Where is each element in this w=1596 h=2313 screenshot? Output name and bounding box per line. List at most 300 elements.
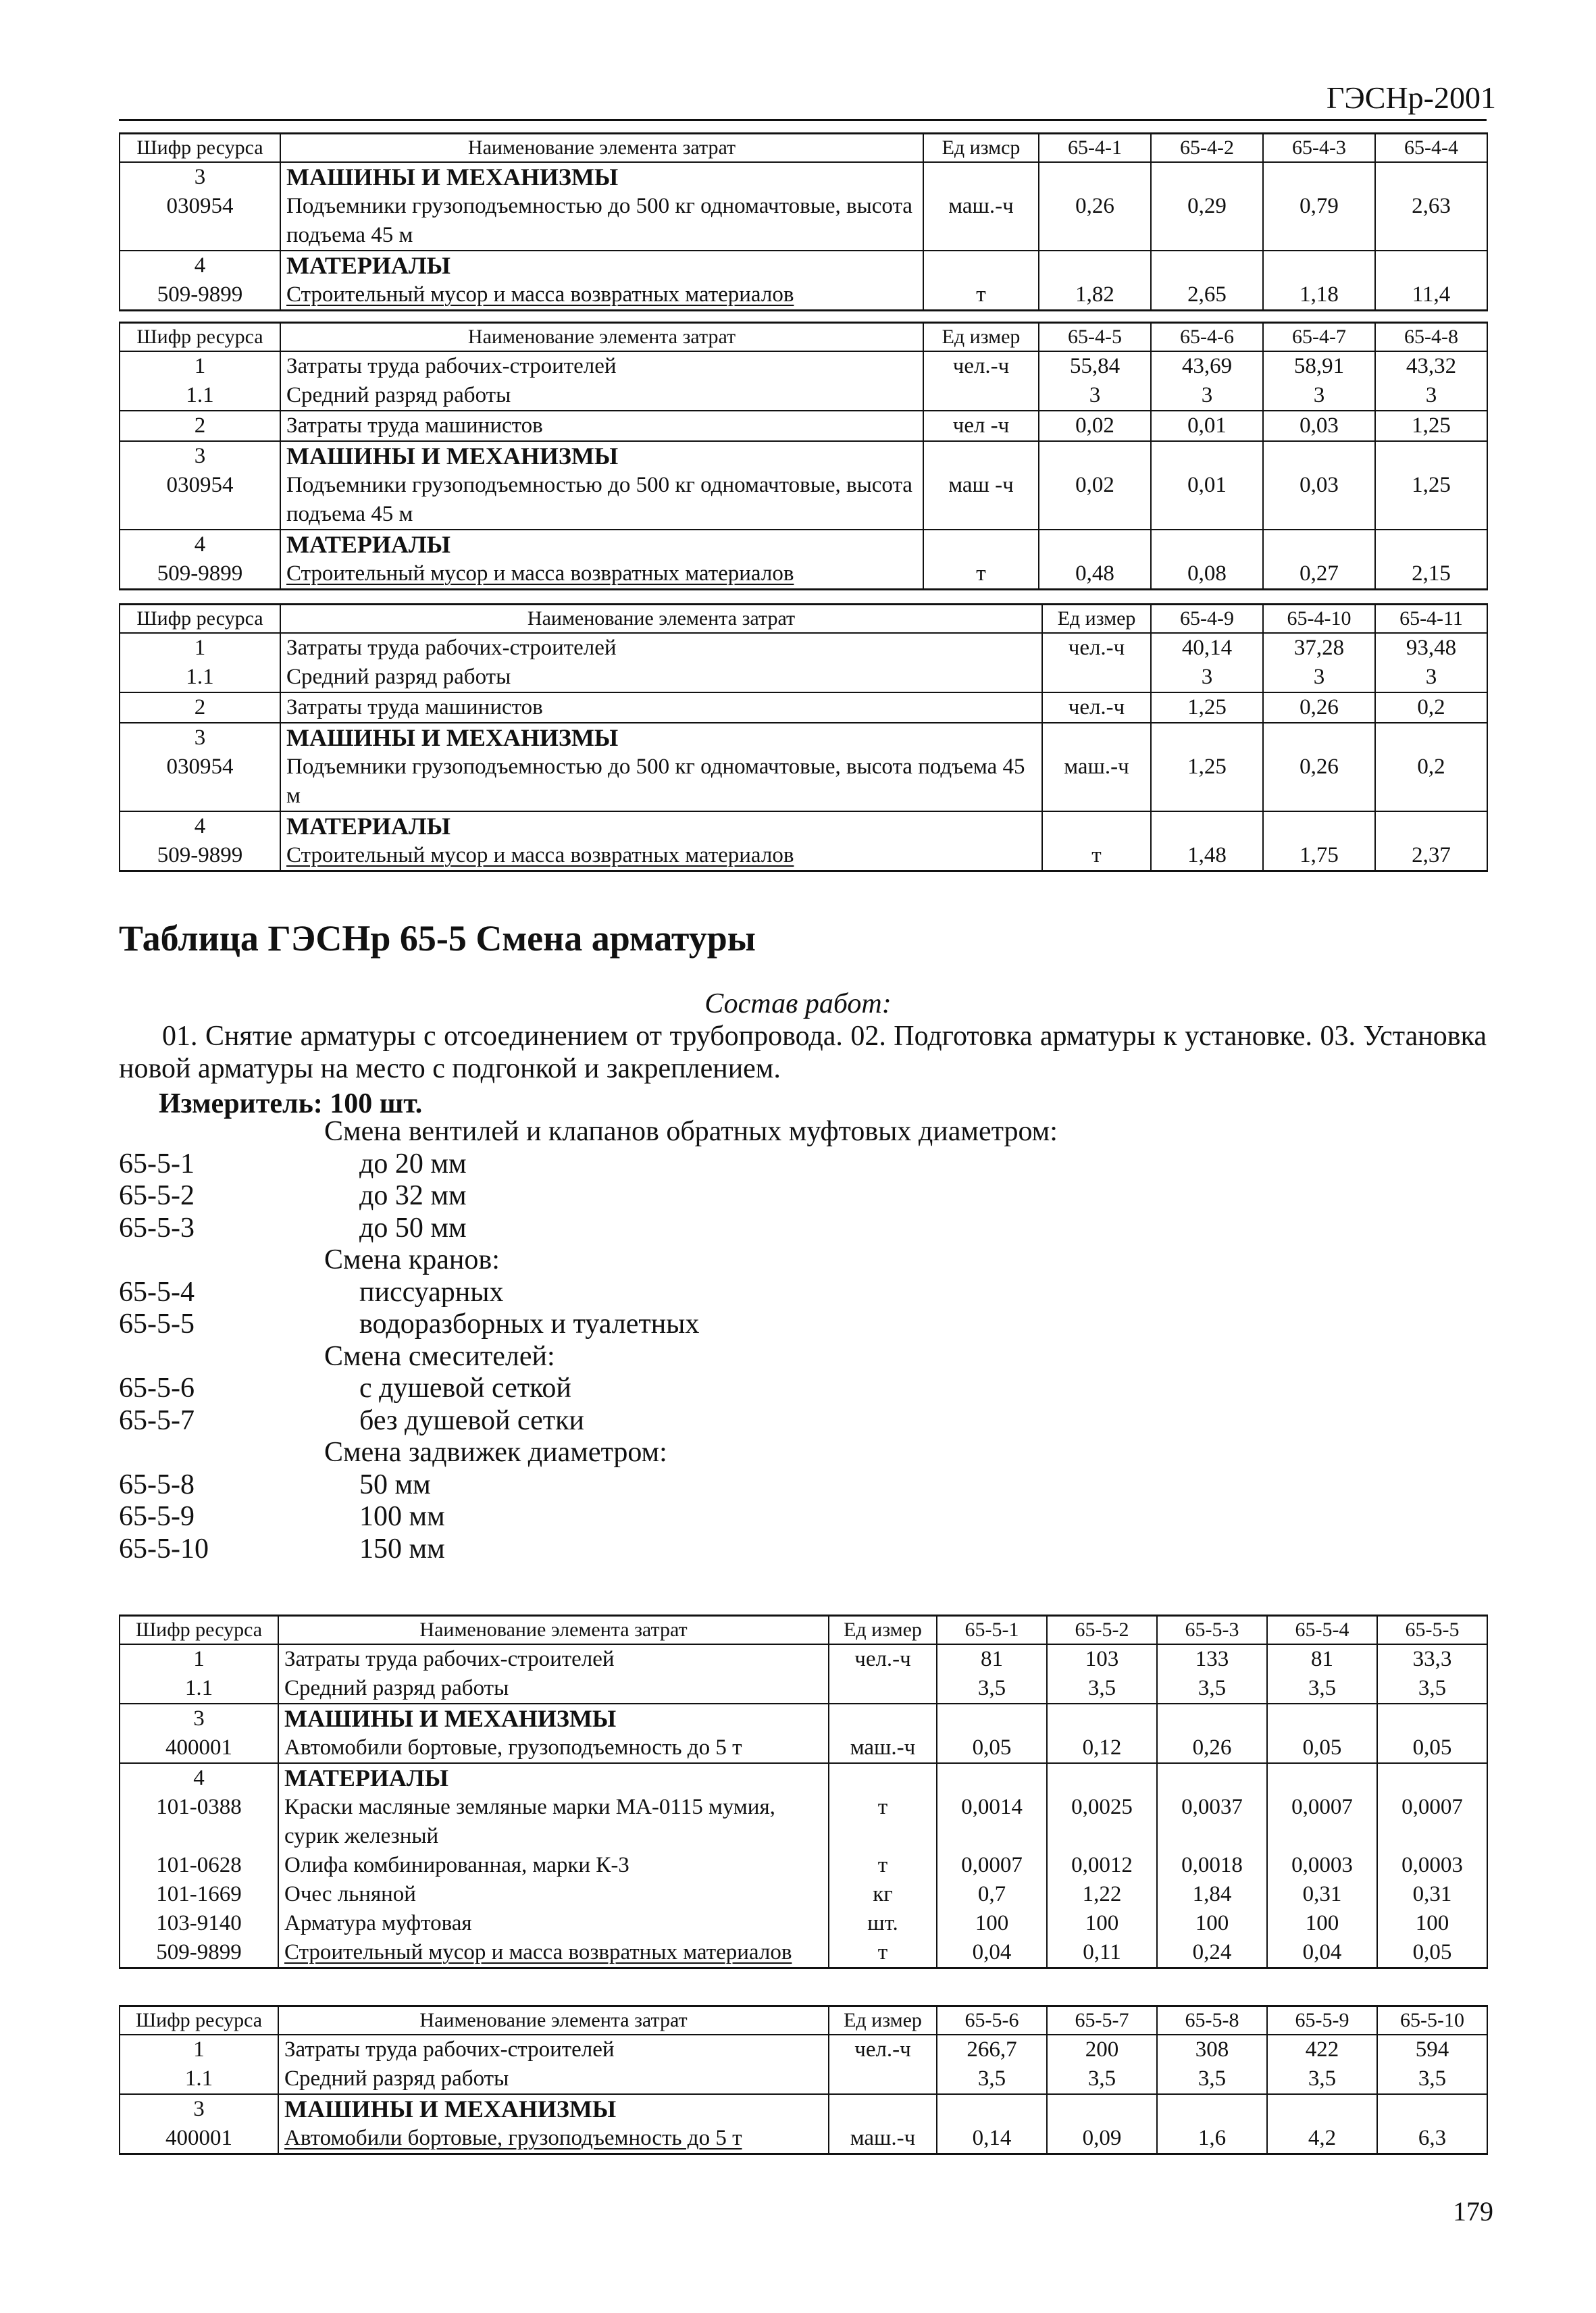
value-cell: 100 — [1267, 1909, 1377, 1938]
section-heading: МАТЕРИАЛЫ — [280, 251, 923, 280]
value-cell: 0,05 — [1377, 1938, 1487, 1968]
work-item-code: 65-5-9 — [119, 1501, 195, 1532]
value-cell: 3,5 — [1267, 2064, 1377, 2094]
table-row — [120, 280, 1487, 311]
work-item — [119, 1213, 1267, 1245]
table-row — [120, 2064, 1487, 2094]
work-item-label: без душевой сетки — [359, 1404, 584, 1436]
value-cell: 100 — [1377, 1909, 1487, 1938]
section-row — [120, 1704, 1487, 1733]
section-heading: МАШИНЫ И МЕХАНИЗМЫ — [280, 441, 923, 471]
value-cell: 0,04 — [1267, 1938, 1377, 1968]
value-cell — [1151, 811, 1263, 841]
value-cell: 0,03 — [1263, 471, 1375, 530]
table-title: Таблица ГЭСНр 65-5 Смена арматуры — [119, 918, 756, 959]
section-heading: МАТЕРИАЛЫ — [280, 811, 1042, 841]
unit-cell — [829, 1674, 937, 1704]
value-cell: 1,82 — [1039, 280, 1151, 311]
value-cell — [1375, 530, 1487, 559]
value-cell: 0,02 — [1039, 471, 1151, 530]
header-resource-code: Шифр ресурса — [120, 1616, 278, 1645]
table-row — [120, 192, 1487, 251]
work-item — [119, 1180, 1267, 1213]
header-norm-code: 65-5-2 — [1047, 1616, 1157, 1645]
page-number: 179 — [1453, 2196, 1493, 2227]
resource-code: 3 — [120, 723, 280, 753]
resource-code: 4 — [120, 530, 280, 559]
header-resource-code: Шифр ресурса — [120, 605, 280, 634]
table-row — [120, 1644, 1487, 1674]
value-cell: 0,26 — [1157, 1733, 1267, 1763]
value-cell — [1039, 162, 1151, 192]
resource-code: 400001 — [120, 1733, 278, 1763]
unit-cell — [1042, 811, 1151, 841]
work-items-list — [119, 1116, 1267, 1565]
header-unit: Ед измер — [829, 1616, 937, 1645]
value-cell: 3,5 — [1047, 2064, 1157, 2094]
value-cell: 1,18 — [1263, 280, 1375, 311]
unit-cell — [923, 441, 1039, 471]
table-row — [120, 1793, 1487, 1851]
value-cell: 0,0007 — [1377, 1793, 1487, 1851]
composition-text: 01. Снятие арматуры с отсоединением от трубопровода. 02. Подготовка арматуры к установке. 03. Установка новой арматуры на место с подгонкой и закреплением. — [119, 1021, 1487, 1084]
header-resource-code: Шифр ресурса — [120, 323, 280, 352]
resource-table-65-4-5 — [119, 322, 1488, 590]
value-cell: 133 — [1157, 1644, 1267, 1674]
value-cell: 200 — [1047, 2035, 1157, 2064]
unit-cell — [829, 2064, 937, 2094]
value-cell: 2,37 — [1375, 841, 1487, 871]
resource-code: 1.1 — [120, 1674, 278, 1704]
value-cell: 58,91 — [1263, 351, 1375, 381]
section-row — [120, 251, 1487, 280]
unit-cell: маш -ч — [923, 471, 1039, 530]
value-cell — [1375, 723, 1487, 753]
table-row — [120, 663, 1487, 692]
value-cell: 0,0012 — [1047, 1851, 1157, 1880]
work-group-label: Смена смесителей: — [324, 1340, 555, 1372]
value-cell — [1263, 723, 1375, 753]
value-cell: 0,05 — [1267, 1733, 1377, 1763]
header-resource-code: Шифр ресурса — [120, 134, 280, 163]
header-norm-code: 65-5-4 — [1267, 1616, 1377, 1645]
value-cell: 0,26 — [1039, 192, 1151, 251]
resource-code: 103-9140 — [120, 1909, 278, 1938]
work-item — [119, 1148, 1267, 1181]
resource-code: 509-9899 — [120, 1938, 278, 1968]
resource-code: 2 — [120, 411, 280, 441]
value-cell: 308 — [1157, 2035, 1267, 2064]
unit-cell — [1042, 663, 1151, 692]
work-item — [119, 1469, 1267, 1502]
header-unit: Ед измер — [1042, 605, 1151, 634]
measure-unit: Измеритель: 100 шт. — [159, 1088, 423, 1119]
unit-cell: чел -ч — [923, 411, 1039, 441]
resource-code: 1 — [120, 351, 280, 381]
value-cell: 0,0037 — [1157, 1793, 1267, 1851]
work-item-code: 65-5-3 — [119, 1212, 195, 1244]
value-cell: 100 — [1157, 1909, 1267, 1938]
header-norm-code: 65-4-8 — [1375, 323, 1487, 352]
resource-code: 4 — [120, 811, 280, 841]
value-cell: 55,84 — [1039, 351, 1151, 381]
value-cell — [937, 2094, 1047, 2124]
value-cell: 3 — [1375, 663, 1487, 692]
section-row — [120, 441, 1487, 471]
header-norm-code: 65-4-7 — [1263, 323, 1375, 352]
unit-cell: чел.-ч — [1042, 692, 1151, 723]
work-item-label: до 50 мм — [359, 1212, 467, 1244]
section-heading: МАШИНЫ И МЕХАНИЗМЫ — [278, 2094, 829, 2124]
header-norm-code: 65-5-7 — [1047, 2006, 1157, 2035]
unit-cell: маш.-ч — [923, 192, 1039, 251]
value-cell: 0,2 — [1375, 692, 1487, 723]
cost-name: Средний разряд работы — [278, 1674, 829, 1704]
value-cell — [1377, 1704, 1487, 1733]
resource-code: 030954 — [120, 471, 280, 530]
cost-name: Строительный мусор и масса возвратных материалов — [278, 1938, 829, 1968]
unit-cell — [829, 2094, 937, 2124]
cost-name: Автомобили бортовые, грузоподъемность до 5 т — [278, 1733, 829, 1763]
cost-name: Олифа комбинированная, марки К-3 — [278, 1851, 829, 1880]
cost-name: Краски масляные земляные марки МА-0115 мумия, сурик железный — [278, 1793, 829, 1851]
work-group-label: Смена кранов: — [324, 1244, 500, 1275]
value-cell: 1,48 — [1151, 841, 1263, 871]
work-item — [119, 1373, 1267, 1405]
resource-table-65-5-1 — [119, 1615, 1488, 1969]
value-cell: 0,0003 — [1377, 1851, 1487, 1880]
header-norm-code: 65-5-10 — [1377, 2006, 1487, 2035]
header-norm-code: 65-4-5 — [1039, 323, 1151, 352]
value-cell: 3,5 — [937, 2064, 1047, 2094]
section-row — [120, 1763, 1487, 1793]
unit-cell: т — [923, 559, 1039, 590]
value-cell: 0,2 — [1375, 753, 1487, 811]
value-cell: 100 — [1047, 1909, 1157, 1938]
table-row — [120, 2035, 1487, 2064]
work-item-label: 100 мм — [359, 1501, 445, 1532]
header-norm-code: 65-4-2 — [1151, 134, 1263, 163]
value-cell: 33,3 — [1377, 1644, 1487, 1674]
value-cell: 0,0025 — [1047, 1793, 1157, 1851]
value-cell: 1,22 — [1047, 1880, 1157, 1909]
unit-cell: шт. — [829, 1909, 937, 1938]
unit-cell: чел.-ч — [923, 351, 1039, 381]
value-cell: 3,5 — [1157, 1674, 1267, 1704]
cost-name: Строительный мусор и масса возвратных материалов — [280, 559, 923, 590]
work-item-code: 65-5-10 — [119, 1533, 209, 1565]
resource-code: 1.1 — [120, 2064, 278, 2094]
work-item-code: 65-5-2 — [119, 1180, 195, 1211]
work-group — [119, 1341, 1267, 1373]
value-cell: 6,3 — [1377, 2124, 1487, 2154]
header-cost-name: Наименование элемента затрат — [278, 1616, 829, 1645]
value-cell — [1267, 1704, 1377, 1733]
value-cell: 3 — [1151, 663, 1263, 692]
header-norm-code: 65-5-1 — [937, 1616, 1047, 1645]
value-cell: 0,02 — [1039, 411, 1151, 441]
cost-name: Подъемники грузоподъемностью до 500 кг одномачтовые, высота подъема 45 м — [280, 753, 1042, 811]
value-cell: 3 — [1039, 381, 1151, 411]
work-item-label: до 20 мм — [359, 1148, 467, 1179]
value-cell: 43,32 — [1375, 351, 1487, 381]
value-cell: 2,15 — [1375, 559, 1487, 590]
work-item-label: водоразборных и туалетных — [359, 1308, 700, 1340]
composition-label: Состав работ: — [704, 988, 892, 1019]
value-cell — [1263, 530, 1375, 559]
cost-name: Подъемники грузоподъемностью до 500 кг одномачтовые, высота подъема 45 м — [280, 471, 923, 530]
header-unit: Ед измер — [829, 2006, 937, 2035]
resource-table-65-4-9 — [119, 603, 1488, 872]
table-row — [120, 2124, 1487, 2154]
value-cell: 3,5 — [1377, 1674, 1487, 1704]
work-item-code: 65-5-4 — [119, 1276, 195, 1308]
value-cell — [1267, 1763, 1377, 1793]
value-cell: 0,01 — [1151, 411, 1263, 441]
value-cell: 0,31 — [1377, 1880, 1487, 1909]
section-row — [120, 162, 1487, 192]
unit-cell: чел.-ч — [1042, 633, 1151, 663]
value-cell: 3,5 — [1377, 2064, 1487, 2094]
table-row — [120, 1909, 1487, 1938]
value-cell: 93,48 — [1375, 633, 1487, 663]
section-row — [120, 811, 1487, 841]
resource-code: 4 — [120, 1763, 278, 1793]
unit-cell: т — [829, 1851, 937, 1880]
resource-code: 1.1 — [120, 381, 280, 411]
value-cell: 0,08 — [1151, 559, 1263, 590]
unit-cell: т — [923, 280, 1039, 311]
cost-name: Затраты труда рабочих-строителей — [278, 1644, 829, 1674]
value-cell — [1267, 2094, 1377, 2124]
header-unit: Ед измер — [923, 323, 1039, 352]
unit-cell — [1042, 723, 1151, 753]
value-cell: 1,25 — [1151, 692, 1263, 723]
value-cell: 0,26 — [1263, 692, 1375, 723]
value-cell — [1047, 2094, 1157, 2124]
value-cell — [1039, 441, 1151, 471]
resource-code: 509-9899 — [120, 280, 280, 311]
work-item-label: до 32 мм — [359, 1180, 467, 1211]
header-norm-code: 65-4-11 — [1375, 605, 1487, 634]
value-cell: 4,2 — [1267, 2124, 1377, 2154]
value-cell: 11,4 — [1375, 280, 1487, 311]
value-cell — [1151, 441, 1263, 471]
value-cell: 0,48 — [1039, 559, 1151, 590]
section-row — [120, 723, 1487, 753]
cost-name: Затраты труда рабочих-строителей — [278, 2035, 829, 2064]
header-norm-code: 65-5-6 — [937, 2006, 1047, 2035]
section-heading: МАШИНЫ И МЕХАНИЗМЫ — [278, 1704, 829, 1733]
value-cell: 0,0014 — [937, 1793, 1047, 1851]
section-row — [120, 530, 1487, 559]
work-group — [119, 1244, 1267, 1277]
value-cell: 0,79 — [1263, 192, 1375, 251]
table-row — [120, 841, 1487, 871]
header-unit: Ед измср — [923, 134, 1039, 163]
value-cell: 2,65 — [1151, 280, 1263, 311]
unit-cell: кг — [829, 1880, 937, 1909]
work-item-label: с душевой сеткой — [359, 1373, 571, 1404]
resource-code: 509-9899 — [120, 841, 280, 871]
value-cell — [1157, 2094, 1267, 2124]
unit-cell: маш.-ч — [829, 1733, 937, 1763]
value-cell — [1377, 1763, 1487, 1793]
resource-code: 1 — [120, 1644, 278, 1674]
work-group — [119, 1437, 1267, 1469]
value-cell — [1151, 530, 1263, 559]
value-cell: 0,01 — [1151, 471, 1263, 530]
cost-name: Затраты труда машинистов — [280, 411, 923, 441]
work-item — [119, 1405, 1267, 1438]
resource-code: 1.1 — [120, 663, 280, 692]
value-cell: 1,25 — [1375, 411, 1487, 441]
cost-name: Затраты труда рабочих-строителей — [280, 633, 1042, 663]
value-cell: 43,69 — [1151, 351, 1263, 381]
value-cell: 1,6 — [1157, 2124, 1267, 2154]
table-row — [120, 1733, 1487, 1763]
table-row — [120, 351, 1487, 381]
table-row — [120, 1938, 1487, 1968]
header-norm-code: 65-4-6 — [1151, 323, 1263, 352]
value-cell: 0,09 — [1047, 2124, 1157, 2154]
header-norm-code: 65-5-5 — [1377, 1616, 1487, 1645]
value-cell: 3 — [1263, 663, 1375, 692]
value-cell: 3 — [1263, 381, 1375, 411]
resource-code: 2 — [120, 692, 280, 723]
cost-name: Автомобили бортовые, грузоподъемность до 5 т — [278, 2124, 829, 2154]
value-cell: 0,05 — [1377, 1733, 1487, 1763]
cost-name: Затраты труда рабочих-строителей — [280, 351, 923, 381]
cost-name: Очес льняной — [278, 1880, 829, 1909]
header-norm-code: 65-4-10 — [1263, 605, 1375, 634]
resource-code: 509-9899 — [120, 559, 280, 590]
cost-name: Средний разряд работы — [280, 663, 1042, 692]
value-cell — [1157, 1763, 1267, 1793]
header-norm-code: 65-5-8 — [1157, 2006, 1267, 2035]
value-cell — [1263, 441, 1375, 471]
resource-code: 101-1669 — [120, 1880, 278, 1909]
value-cell: 1,25 — [1375, 471, 1487, 530]
resource-code: 3 — [120, 162, 280, 192]
value-cell — [1375, 162, 1487, 192]
section-heading: МАШИНЫ И МЕХАНИЗМЫ — [280, 162, 923, 192]
header-rule — [119, 119, 1487, 121]
value-cell: 0,0003 — [1267, 1851, 1377, 1880]
value-cell: 0,05 — [937, 1733, 1047, 1763]
work-item-label: 150 мм — [359, 1533, 445, 1565]
table-row — [120, 1851, 1487, 1880]
resource-code: 030954 — [120, 192, 280, 251]
work-group-label: Смена вентилей и клапанов обратных муфтовых диаметром: — [324, 1116, 1058, 1147]
value-cell — [1039, 530, 1151, 559]
unit-cell: чел.-ч — [829, 1644, 937, 1674]
value-cell: 0,24 — [1157, 1938, 1267, 1968]
cost-name: Подъемники грузоподъемностью до 500 кг одномачтовые, высота подъема 45 м — [280, 192, 923, 251]
resource-code: 400001 — [120, 2124, 278, 2154]
value-cell: 0,29 — [1151, 192, 1263, 251]
work-item-label: писсуарных — [359, 1276, 504, 1308]
value-cell: 0,26 — [1263, 753, 1375, 811]
header-norm-code: 65-4-9 — [1151, 605, 1263, 634]
resource-table-65-5-6 — [119, 2005, 1488, 2155]
value-cell: 2,63 — [1375, 192, 1487, 251]
value-cell: 0,11 — [1047, 1938, 1157, 1968]
work-item-code: 65-5-8 — [119, 1469, 195, 1500]
section-heading: МАТЕРИАЛЫ — [280, 530, 923, 559]
value-cell: 81 — [1267, 1644, 1377, 1674]
resource-code: 3 — [120, 2094, 278, 2124]
value-cell: 594 — [1377, 2035, 1487, 2064]
cost-name: Затраты труда машинистов — [280, 692, 1042, 723]
value-cell: 3,5 — [937, 1674, 1047, 1704]
table-row — [120, 559, 1487, 590]
unit-cell — [923, 381, 1039, 411]
value-cell: 3 — [1375, 381, 1487, 411]
table-row — [120, 1880, 1487, 1909]
unit-cell — [923, 251, 1039, 280]
header-cost-name: Наименование элемента затрат — [280, 605, 1042, 634]
work-item — [119, 1277, 1267, 1309]
value-cell: 0,7 — [937, 1880, 1047, 1909]
resource-code: 101-0388 — [120, 1793, 278, 1851]
work-item — [119, 1533, 1267, 1566]
table-row — [120, 692, 1487, 723]
unit-cell: чел.-ч — [829, 2035, 937, 2064]
value-cell — [1377, 2094, 1487, 2124]
unit-cell: маш.-ч — [829, 2124, 937, 2154]
value-cell — [1263, 162, 1375, 192]
resource-table-65-4-1 — [119, 132, 1488, 311]
resource-code: 3 — [120, 1704, 278, 1733]
value-cell — [1047, 1704, 1157, 1733]
cost-name: Средний разряд работы — [280, 381, 923, 411]
header-norm-code: 65-4-3 — [1263, 134, 1375, 163]
work-item-code: 65-5-6 — [119, 1373, 195, 1404]
section-row — [120, 2094, 1487, 2124]
value-cell: 0,14 — [937, 2124, 1047, 2154]
cost-name: Средний разряд работы — [278, 2064, 829, 2094]
work-item-code: 65-5-5 — [119, 1308, 195, 1340]
value-cell: 81 — [937, 1644, 1047, 1674]
value-cell: 266,7 — [937, 2035, 1047, 2064]
value-cell: 1,25 — [1151, 753, 1263, 811]
cost-name: Строительный мусор и масса возвратных материалов — [280, 280, 923, 311]
work-item — [119, 1308, 1267, 1341]
section-heading: МАШИНЫ И МЕХАНИЗМЫ — [280, 723, 1042, 753]
value-cell — [1039, 251, 1151, 280]
value-cell — [1151, 723, 1263, 753]
value-cell: 3 — [1151, 381, 1263, 411]
header-norm-code: 65-4-4 — [1375, 134, 1487, 163]
value-cell — [1263, 251, 1375, 280]
value-cell: 3,5 — [1267, 1674, 1377, 1704]
value-cell — [1375, 251, 1487, 280]
work-item-code: 65-5-7 — [119, 1404, 195, 1436]
value-cell — [1151, 251, 1263, 280]
work-item-label: 50 мм — [359, 1469, 431, 1500]
unit-cell — [829, 1704, 937, 1733]
table-row — [120, 471, 1487, 530]
value-cell: 3,5 — [1157, 2064, 1267, 2094]
unit-cell — [923, 530, 1039, 559]
value-cell — [937, 1704, 1047, 1733]
value-cell — [1375, 441, 1487, 471]
value-cell: 422 — [1267, 2035, 1377, 2064]
unit-cell: т — [829, 1938, 937, 1968]
value-cell — [1151, 162, 1263, 192]
work-group — [119, 1116, 1267, 1148]
